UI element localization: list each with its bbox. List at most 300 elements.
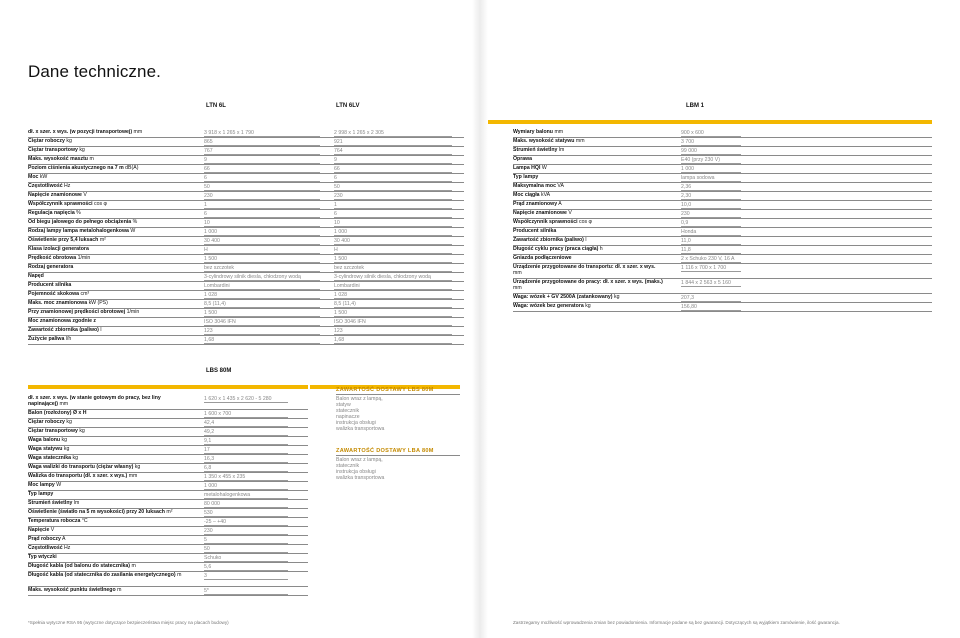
- row-value: 1: [334, 203, 452, 209]
- value-underline: [334, 136, 452, 137]
- value-underline: [204, 444, 288, 445]
- row-label-text: Temperatura robocza: [28, 518, 81, 524]
- row-value: 230: [204, 194, 320, 200]
- value-underline: [204, 307, 320, 308]
- row-label-text: Maksymalna moc: [513, 183, 556, 189]
- row-value: 5: [204, 538, 288, 544]
- row-label: [28, 148, 85, 154]
- row-label: [28, 337, 71, 343]
- row-label-text: dł. x szer. x wys. (w pozycji transportowej): [28, 129, 133, 135]
- table-row: [28, 500, 308, 509]
- value-underline: [204, 525, 288, 526]
- value-underline: [204, 594, 288, 595]
- value-underline: [204, 480, 288, 481]
- row-unit: kg: [79, 428, 85, 434]
- table-row: [513, 183, 932, 192]
- row-label-text: Zawartość zbiornika (paliwo): [513, 237, 584, 243]
- row-unit: kVA: [540, 192, 551, 198]
- row-label: [513, 247, 603, 253]
- row-label: [28, 420, 72, 426]
- row-value: 6: [204, 212, 320, 218]
- table-row: [513, 165, 932, 174]
- row-value: 2,30: [681, 194, 741, 200]
- row-label: [28, 265, 73, 271]
- table-row: [28, 264, 464, 273]
- row-label: [513, 202, 562, 208]
- row-value: 230: [334, 194, 452, 200]
- row-unit: m: [177, 572, 182, 578]
- value-underline: [334, 271, 452, 272]
- row-unit: W: [541, 165, 547, 171]
- row-value: 80 000: [204, 502, 288, 508]
- table-row: [28, 446, 308, 455]
- value-underline: [334, 208, 452, 209]
- row-label: [28, 310, 139, 316]
- row-label-text: Walizka do transportu (dł. x szer. x wys.): [28, 473, 128, 479]
- row-value: 1 000: [204, 484, 288, 490]
- table-row: [28, 228, 464, 237]
- table-row: [513, 279, 932, 294]
- row-unit: VA: [557, 183, 564, 189]
- row-label: [513, 256, 572, 262]
- value-underline: [334, 154, 452, 155]
- row-unit: l: [585, 237, 587, 243]
- row-unit: Hz: [64, 545, 71, 551]
- row-value: 1 000: [204, 230, 320, 236]
- lbs-spec-table: [28, 395, 308, 596]
- value-underline: [204, 507, 288, 508]
- value-underline: [204, 289, 320, 290]
- row-value: 1 000: [681, 167, 741, 173]
- list-item: walizka transportowa: [336, 426, 385, 433]
- row-label-text: Typ wtyczki: [28, 554, 57, 560]
- table-row: [28, 210, 464, 219]
- value-underline: [681, 226, 741, 227]
- row-value: 230: [204, 529, 288, 535]
- row-unit: 1/min: [126, 309, 140, 315]
- table-row: [28, 147, 464, 156]
- row-value: 1: [204, 203, 320, 209]
- value-underline: [681, 190, 741, 191]
- value-underline: [334, 307, 452, 308]
- row-value: 207,3: [681, 296, 741, 302]
- row-label-text: Maks. wysokość punktu świetlnego: [28, 587, 116, 593]
- table-row: [513, 174, 932, 183]
- row-value: 9,1: [204, 439, 288, 445]
- value-underline: [204, 516, 288, 517]
- row-unit: °C: [81, 518, 88, 524]
- table-row: [513, 255, 932, 264]
- value-underline: [681, 181, 741, 182]
- row-label-text: Maks. moc znamionowa: [28, 300, 88, 306]
- row-unit: m²: [99, 237, 106, 243]
- row-label: [513, 166, 547, 172]
- row-label-text: Typ lampy: [513, 174, 539, 180]
- value-underline: [681, 235, 741, 236]
- row-label: [28, 157, 94, 163]
- row-label-text: Zawartość zbiornika (paliwo): [28, 327, 99, 333]
- column-header-ltn6l: LTN 6L: [206, 103, 226, 109]
- row-label-text: Moc: [28, 174, 39, 180]
- table-row: [28, 318, 464, 327]
- row-unit: mm: [133, 129, 143, 135]
- table-row: [513, 210, 932, 219]
- list-item: statecznik: [336, 408, 360, 415]
- table-row: [28, 309, 464, 318]
- row-value: Lombardini: [204, 284, 320, 290]
- column-header-lbm1: LBM 1: [686, 103, 704, 109]
- value-underline: [334, 334, 452, 335]
- row-value: H: [334, 248, 452, 254]
- row-label: [28, 247, 89, 253]
- list-item: statecznik: [336, 463, 360, 470]
- row-value: 66: [334, 167, 452, 173]
- row-label: [28, 238, 106, 244]
- table-row: [28, 563, 308, 572]
- value-underline: [204, 208, 320, 209]
- value-underline: [334, 289, 452, 290]
- row-label: [28, 555, 57, 561]
- row-label-text: Waga statecznika: [28, 455, 72, 461]
- table-row: [28, 536, 308, 545]
- row-value: 1 500: [204, 311, 320, 317]
- value-underline: [204, 181, 320, 182]
- table-row: [28, 419, 308, 428]
- row-value: bez szczotek: [204, 266, 320, 272]
- row-value: lampa sodowa: [681, 176, 741, 182]
- row-label: [513, 148, 564, 154]
- value-underline: [204, 334, 320, 335]
- value-underline: [334, 181, 452, 182]
- row-label: [513, 157, 532, 163]
- row-label: [28, 519, 88, 525]
- row-value: 11,8: [681, 248, 741, 254]
- row-unit: kW (PS): [88, 300, 108, 306]
- row-value: 50: [334, 185, 452, 191]
- row-value: 50: [204, 547, 288, 553]
- table-row: [513, 246, 932, 255]
- value-underline: [204, 435, 288, 436]
- row-label: [28, 175, 47, 181]
- row-label-text: Napęd: [28, 273, 44, 279]
- value-underline: [334, 298, 452, 299]
- row-value: 10: [204, 221, 320, 227]
- value-underline: [204, 253, 320, 254]
- table-row: [513, 201, 932, 210]
- row-value: 17: [204, 448, 288, 454]
- row-value: 99 000: [681, 149, 741, 155]
- value-underline: [681, 301, 741, 302]
- value-underline: [334, 325, 452, 326]
- value-underline: [681, 271, 741, 272]
- row-label: [28, 130, 142, 136]
- row-value: 6,8: [204, 466, 288, 472]
- table-row: [28, 273, 464, 282]
- table-row: [28, 587, 308, 596]
- value-underline: [334, 172, 452, 173]
- list-item: Balon wraz z lampą,: [336, 396, 383, 402]
- row-label-text: Moc znamionowa zgodnie z: [28, 318, 97, 324]
- row-value: 16,3: [204, 457, 288, 463]
- value-underline: [334, 190, 452, 191]
- row-label: [28, 438, 67, 444]
- row-label-text: Waga: wózek bez generatora: [513, 303, 584, 309]
- table-row: [513, 219, 932, 228]
- row-value: 123: [204, 329, 320, 335]
- row-label-text: Ciężar transportowy: [28, 428, 78, 434]
- row-label: [28, 193, 87, 199]
- table-row: [28, 237, 464, 246]
- row-label: [28, 483, 61, 489]
- row-label: [28, 220, 137, 226]
- table-row: [28, 291, 464, 300]
- row-label: [28, 492, 53, 498]
- value-underline: [681, 172, 741, 173]
- row-value: 1,68: [204, 338, 320, 344]
- row-value: 5*: [204, 589, 288, 595]
- row-unit: m²: [166, 509, 173, 515]
- row-unit: mm: [554, 129, 564, 135]
- row-label: [28, 396, 188, 408]
- value-underline: [204, 453, 288, 454]
- table-row: [28, 545, 308, 554]
- value-underline: [681, 217, 741, 218]
- value-underline: [204, 325, 320, 326]
- row-label-text: Lampa HQI: [513, 165, 541, 171]
- table-row: [28, 437, 308, 446]
- table-row: [28, 183, 464, 192]
- row-label: [28, 411, 87, 417]
- table-row: [513, 138, 932, 147]
- row-label-text: Współczynnik sprawności: [513, 219, 578, 225]
- row-value: 2 x Schuko 230 V, 16 A: [681, 257, 741, 263]
- row-value: 3-cylindrowy silnik diesla, chłodzony wodą: [204, 275, 320, 281]
- value-underline: [204, 190, 320, 191]
- row-value: 5,6: [204, 565, 288, 571]
- row-label: [28, 274, 44, 280]
- value-underline: [204, 154, 320, 155]
- row-value: 9: [204, 158, 320, 164]
- table-row: [28, 509, 308, 518]
- value-underline: [681, 136, 741, 137]
- value-underline: [204, 426, 288, 427]
- value-underline: [204, 235, 320, 236]
- row-unit: kg: [63, 446, 70, 452]
- value-underline: [204, 570, 288, 571]
- lbs-contents-list: [336, 396, 384, 433]
- row-label-text: dł. x szer. x wys. (w stanie gotowym do pracy, bez liny napinającej): [28, 395, 161, 407]
- row-label: [28, 564, 136, 570]
- row-value: 230: [681, 212, 741, 218]
- row-value: 50: [204, 185, 320, 191]
- row-label-text: Współczynnik sprawności: [28, 201, 93, 207]
- row-value: 6: [334, 212, 452, 218]
- value-underline: [204, 262, 320, 263]
- table-row: [28, 554, 308, 563]
- row-unit: A: [558, 201, 562, 207]
- table-row: [28, 410, 308, 419]
- row-unit: V: [83, 192, 87, 198]
- row-value: 1 500: [334, 257, 452, 263]
- row-value: ISO 3046 IFN: [204, 320, 320, 326]
- row-value: 1 500: [204, 257, 320, 263]
- value-underline: [334, 235, 452, 236]
- table-row: [28, 491, 308, 500]
- value-underline: [334, 253, 452, 254]
- row-label: [513, 220, 592, 226]
- value-underline: [681, 208, 741, 209]
- row-label: [28, 537, 66, 543]
- row-value: 3: [204, 574, 288, 580]
- table-row: [28, 300, 464, 309]
- row-unit: m: [131, 563, 136, 569]
- table-row: [28, 192, 464, 201]
- value-underline: [204, 561, 288, 562]
- row-label: [28, 465, 140, 471]
- row-value: 2 998 x 1 265 x 2 305: [334, 131, 452, 137]
- row-label-text: Strumień świetlny: [28, 500, 73, 506]
- row-label: [28, 573, 188, 579]
- row-value: 3 700: [681, 140, 741, 146]
- table-row: [28, 255, 464, 264]
- row-unit: kg: [66, 419, 72, 425]
- row-unit: A: [62, 536, 66, 542]
- row-label: [28, 166, 138, 172]
- row-unit: V: [50, 527, 55, 533]
- row-label: [513, 304, 591, 310]
- table-row: [28, 336, 464, 345]
- row-value: 1 350 x 455 x 235: [204, 475, 288, 481]
- row-label-text: Oprawa: [513, 156, 533, 162]
- row-label-text: Napięcie znamionowe: [28, 192, 82, 198]
- row-value: 921: [334, 140, 452, 146]
- list-item: Balon wraz z lampą,: [336, 457, 383, 463]
- row-value: 123: [334, 329, 452, 335]
- table-row: [513, 264, 932, 279]
- value-underline: [334, 280, 452, 281]
- row-label: [513, 280, 663, 292]
- row-value: 3-cylindrowy silnik diesla, chłodzony wodą: [334, 275, 452, 281]
- value-underline: [204, 498, 288, 499]
- value-underline: [334, 262, 452, 263]
- row-label: [513, 184, 564, 190]
- value-underline: [204, 343, 320, 344]
- table-row: [513, 237, 932, 246]
- row-label: [28, 301, 108, 307]
- value-underline: [204, 402, 288, 403]
- table-row: [28, 246, 464, 255]
- value-underline: [204, 226, 320, 227]
- row-label: [513, 295, 619, 301]
- row-unit: kg: [66, 138, 72, 144]
- row-value: 3 918 x 1 265 x 1 790: [204, 131, 320, 137]
- table-row: [28, 464, 308, 473]
- list-item: napinacze: [336, 414, 360, 421]
- row-unit: kg: [585, 303, 591, 309]
- row-unit: mm: [59, 400, 69, 407]
- row-label-text: Częstotliwość: [28, 545, 63, 551]
- row-label-text: Typ lampy: [28, 491, 54, 497]
- page-fold: [472, 0, 488, 638]
- row-value: 1 028: [204, 293, 320, 299]
- row-label: [28, 588, 121, 594]
- table-row: [513, 228, 932, 237]
- section-accent-bar: [28, 385, 308, 389]
- row-value: 530: [204, 511, 288, 517]
- column-header-lbs80m: LBS 80M: [206, 368, 232, 374]
- row-label-text: Pojemność skokowa: [28, 291, 80, 297]
- row-value: H: [204, 248, 320, 254]
- row-label: [513, 229, 556, 235]
- table-row: [28, 327, 464, 336]
- value-underline: [204, 534, 288, 535]
- value-underline: [681, 163, 741, 164]
- row-unit: cos φ: [579, 219, 592, 225]
- row-label: [28, 429, 85, 435]
- row-label: [28, 256, 90, 262]
- row-unit: l/h: [65, 336, 72, 342]
- row-value: metalohalogenkowa: [204, 493, 288, 499]
- row-label-text: Ciężar roboczy: [28, 419, 65, 425]
- row-label-text: Rodzaj lampy lampa metalohalogenkowa: [28, 228, 129, 234]
- row-value: E40 (przy 230 V): [681, 158, 741, 164]
- value-underline: [334, 343, 452, 344]
- value-underline: [681, 199, 741, 200]
- row-label: [513, 139, 585, 145]
- row-label-text: Urządzenie przygotowane do transportu: dł. x szer. x wys.: [513, 264, 656, 270]
- row-value: Schuko: [204, 556, 288, 562]
- row-label-text: Napięcie: [28, 527, 50, 533]
- value-underline: [204, 271, 320, 272]
- row-value: 767: [204, 149, 320, 155]
- table-row: [28, 156, 464, 165]
- page-title: Dane techniczne.: [28, 62, 161, 81]
- row-label-text: Maks. wysokość masztu: [28, 156, 88, 162]
- row-label-text: Długość kabla (od statecznika do zasilania energetycznego): [28, 572, 176, 578]
- value-underline: [204, 244, 320, 245]
- value-underline: [204, 298, 320, 299]
- row-value: 49,2: [204, 430, 288, 436]
- row-value: 2,36: [681, 185, 741, 191]
- row-label-text: Maks. wysokość statywu: [513, 138, 575, 144]
- right-accent-bar: [488, 120, 932, 124]
- row-label-text: Od biegu jałowego do pełnego obciążenia: [28, 219, 132, 225]
- row-unit: mm: [575, 138, 585, 144]
- table-row: [28, 129, 464, 138]
- table-row: [28, 428, 308, 437]
- row-value: 1 600 x 700: [204, 412, 288, 418]
- row-value: 30 400: [204, 239, 320, 245]
- row-value: Honda: [681, 230, 741, 236]
- table-row: [28, 527, 308, 536]
- table-row: [513, 192, 932, 201]
- row-value: 1 620 x 1 435 x 2 620 - 5 280: [204, 397, 288, 403]
- value-underline: [204, 543, 288, 544]
- row-label-text: Urządzenie przygotowane do pracy: dł. x szer. x wys. (maks.): [513, 279, 663, 285]
- row-label-text: Przy znamionowej prędkości obrotowej: [28, 309, 126, 315]
- row-value: Lombardini: [334, 284, 452, 290]
- row-unit: 1/min: [77, 255, 91, 261]
- row-value: 1,68: [334, 338, 452, 344]
- table-row: [28, 455, 308, 464]
- row-unit: %: [76, 210, 81, 216]
- row-unit: dB(A): [125, 165, 139, 171]
- row-label: [513, 265, 663, 277]
- row-label: [28, 292, 89, 298]
- row-label: [28, 447, 69, 453]
- row-label: [28, 229, 135, 235]
- row-label: [28, 474, 137, 480]
